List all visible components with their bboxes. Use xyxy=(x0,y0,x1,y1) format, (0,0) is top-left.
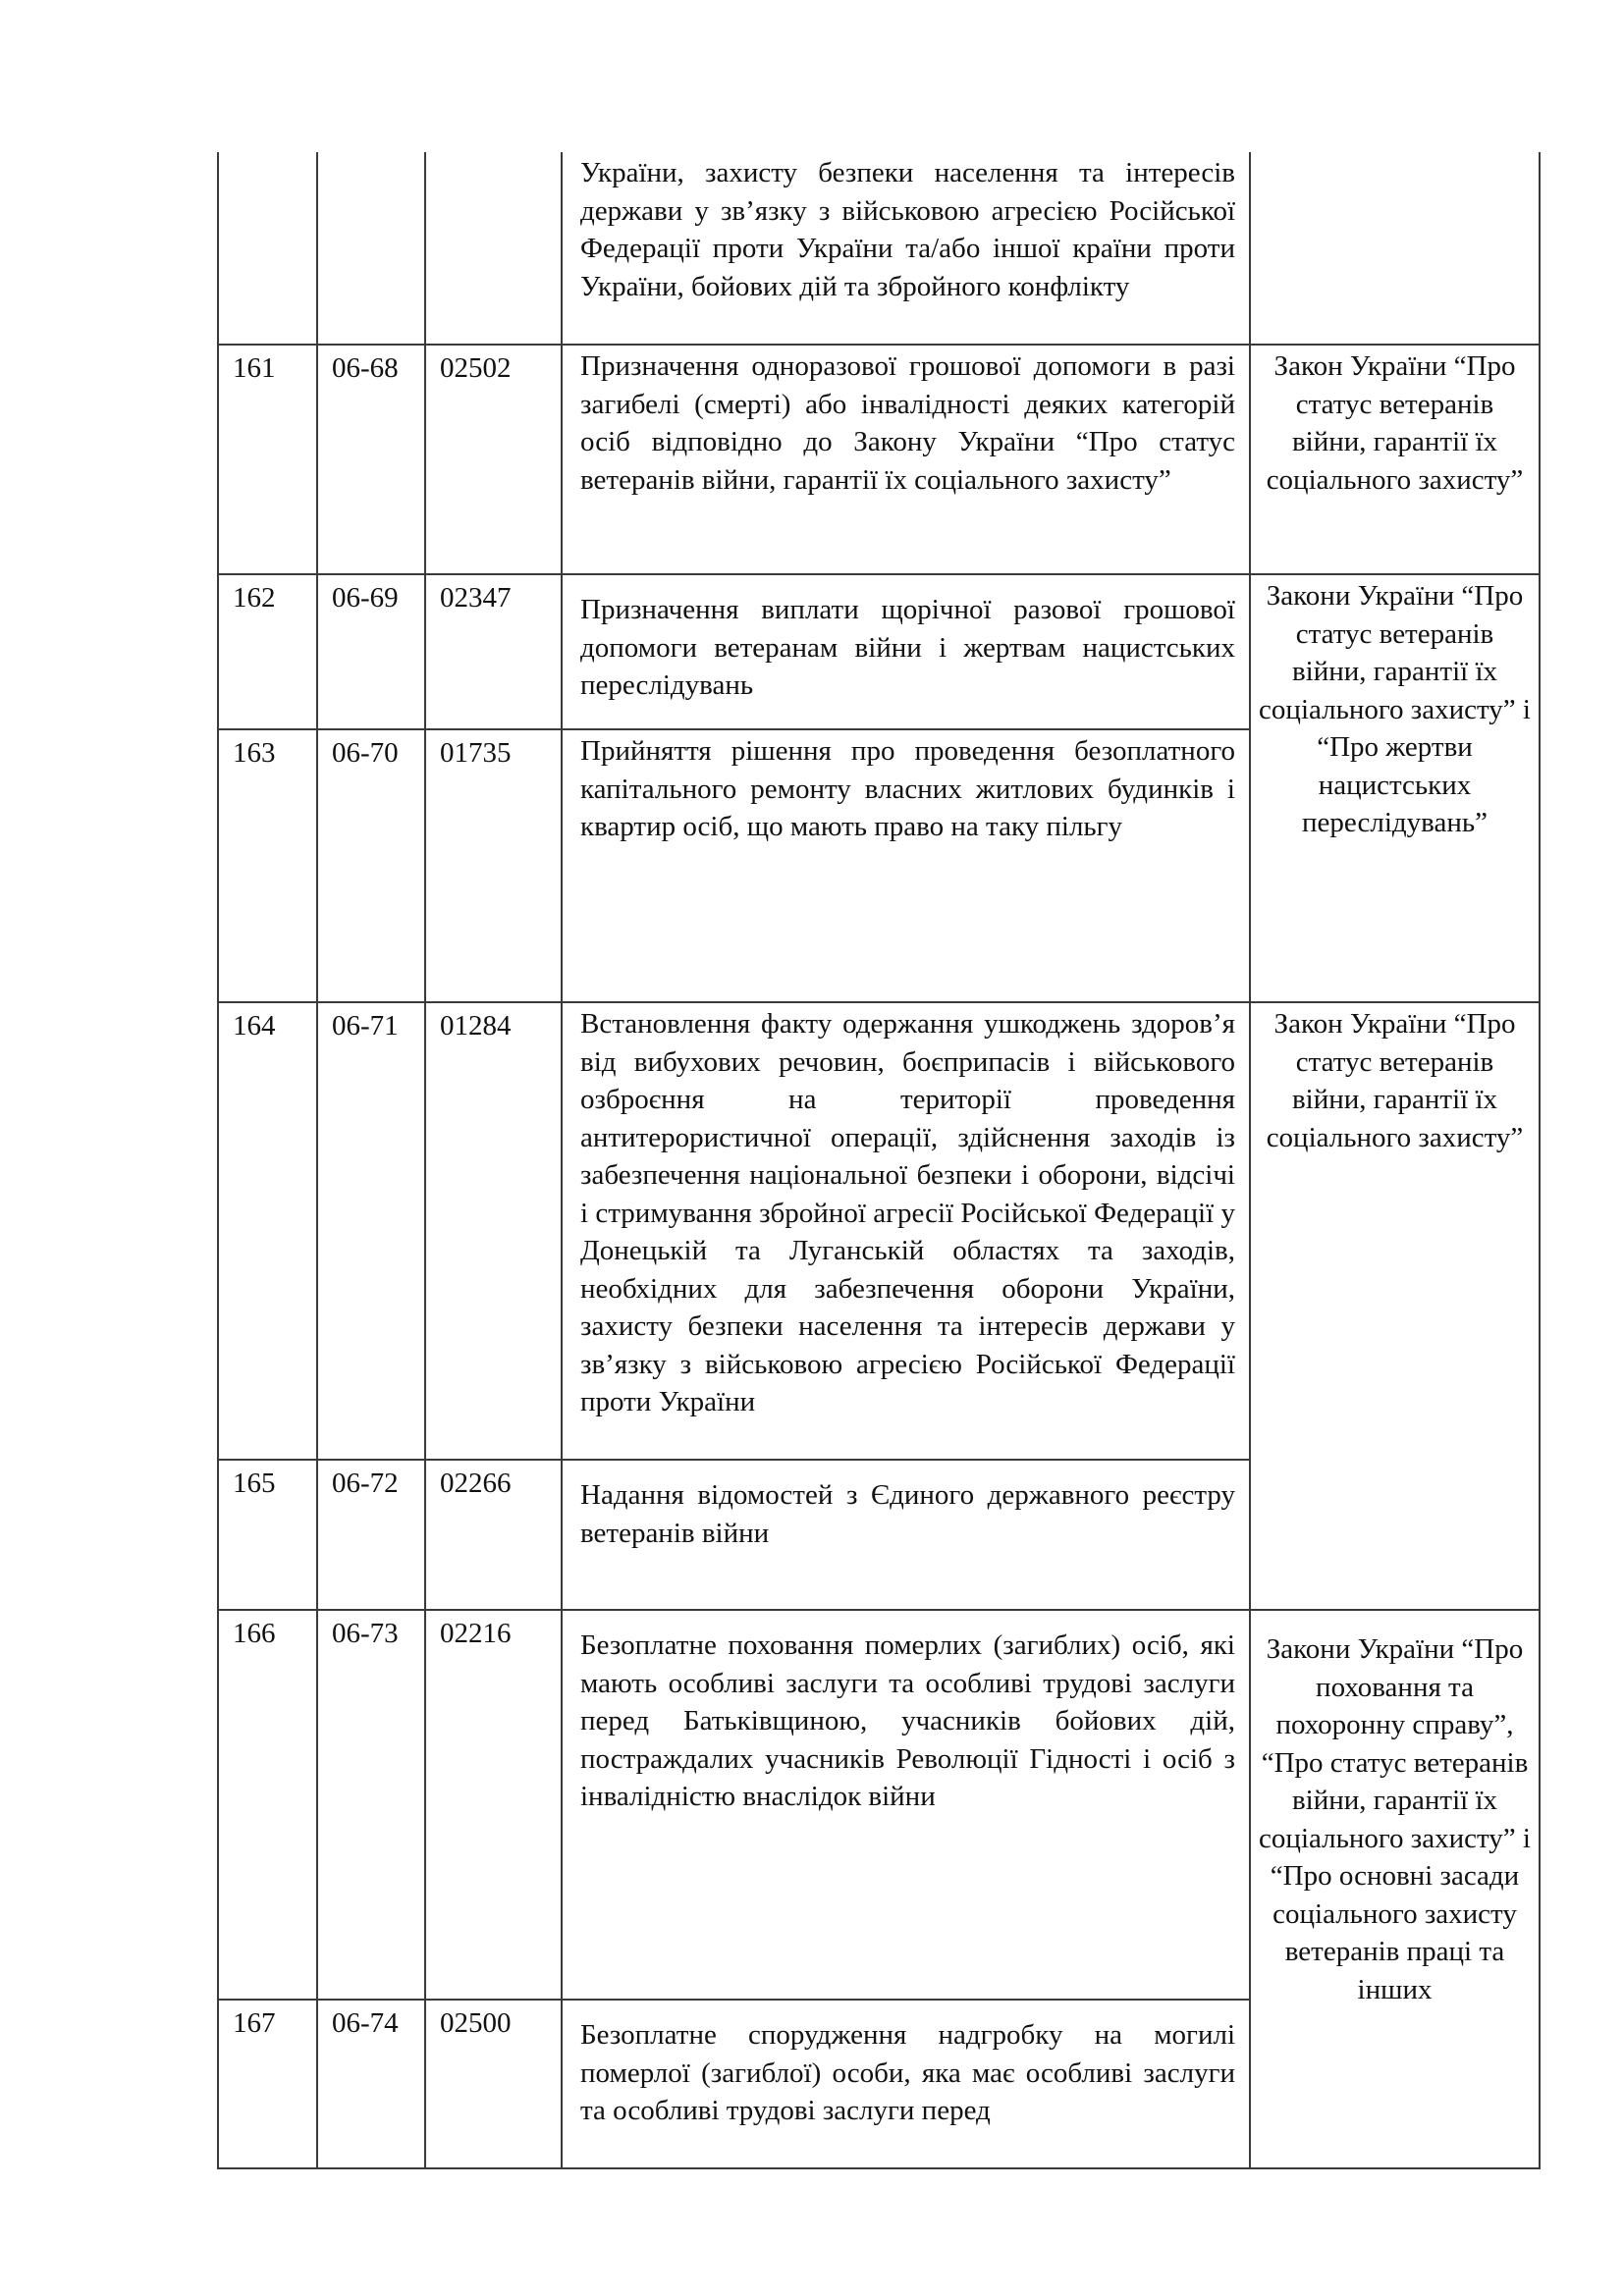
number-cell xyxy=(218,1460,317,1610)
service-id: 01735 xyxy=(440,737,512,769)
code-cell xyxy=(425,2000,562,2168)
service-description: Призначення виплати щорічної разової грошової допомоги ветеранам війни і жертвам нацистських переслідувань xyxy=(580,594,1235,701)
row-number: 163 xyxy=(233,737,276,769)
row-number: 164 xyxy=(233,1010,276,1041)
service-description: Безоплатне поховання померлих (загиблих) осіб, які мають особливі заслуги та особливі трудові заслуги перед Батьківщиною, учасників бойових дій, постраждалих учасників Революції Гідності і осіб з інвалідністю внаслідок війни xyxy=(580,1629,1235,1812)
service-code: 06-68 xyxy=(332,352,399,384)
law-cell xyxy=(1250,1610,1540,2168)
table-row xyxy=(218,1610,1540,2000)
code-cell xyxy=(425,1002,562,1460)
law-cell xyxy=(1250,1002,1540,1610)
code-cell xyxy=(317,2000,425,2168)
service-code: 06-72 xyxy=(332,1468,399,1499)
service-code: 06-73 xyxy=(332,1618,399,1649)
table-row xyxy=(218,345,1540,574)
description-cell xyxy=(562,574,1250,729)
code-cell xyxy=(317,345,425,574)
service-id: 02502 xyxy=(440,352,512,384)
row-number: 166 xyxy=(233,1618,276,1649)
service-id: 01284 xyxy=(440,1010,512,1041)
description-cell xyxy=(562,345,1250,574)
code-cell xyxy=(317,729,425,1002)
code-cell xyxy=(425,1460,562,1610)
service-code: 06-74 xyxy=(332,2007,399,2039)
number-cell xyxy=(218,1610,317,2000)
number-cell xyxy=(218,2000,317,2168)
service-description: Прийняття рішення про проведення безоплатного капітального ремонту власних житлових будинків і квартир осіб, що мають право на таку пільгу xyxy=(580,735,1235,842)
number-cell xyxy=(218,574,317,729)
code-cell xyxy=(317,1610,425,2000)
service-id: 02500 xyxy=(440,2007,512,2039)
row-number: 161 xyxy=(233,352,276,384)
law-cell xyxy=(1250,345,1540,574)
law-cell xyxy=(1250,152,1540,345)
number-cell xyxy=(218,152,317,345)
service-description: Встановлення факту одержання ушкоджень здоров’я від вибухових речовин, боєприпасів і військового озброєння на території проведення антитерористичної операції, здійснення заходів із забезпечення національної безпеки і оборони, відсічі і стримування збройної агресії Російської Федерації у Донецькій та Луганській областях та заходів, необхідних для забезпечення оборони України, захисту безпеки населення та інтересів держави у зв’язку з військовою агресією Російської Федерації проти України xyxy=(580,1008,1235,1417)
legal-basis: Закон України “Про статус ветеранів війни, гарантії їх соціального захисту” xyxy=(1266,1008,1524,1153)
number-cell xyxy=(218,1002,317,1460)
code-cell xyxy=(317,152,425,345)
service-description: Безоплатне спорудження надгробку на могилі померлої (загиблої) особи, яка має особливі заслуги та особливі трудові заслуги перед xyxy=(580,2019,1235,2126)
service-code: 06-70 xyxy=(332,737,399,769)
description-cell xyxy=(562,729,1250,1002)
code-cell xyxy=(425,345,562,574)
code-cell xyxy=(317,1460,425,1610)
description-cell xyxy=(562,1610,1250,2000)
code-cell xyxy=(425,574,562,729)
table-row xyxy=(218,1002,1540,1460)
service-description: Надання відомостей з Єдиного державного реєстру ветеранів війни xyxy=(580,1479,1235,1549)
legal-basis: Закони України “Про поховання та похоронну справу”, “Про статус ветеранів війни, гарантії їх соціального захисту” і “Про основні засади соціального захисту ветеранів праці та інших xyxy=(1259,1633,1531,2005)
code-cell xyxy=(425,152,562,345)
table-row-continuation xyxy=(218,152,1540,345)
code-cell xyxy=(317,574,425,729)
description-cell xyxy=(562,1002,1250,1460)
legal-basis: Закони України “Про статус ветеранів війни, гарантії їх соціального захисту” і “Про жертви нацистських переслідувань” xyxy=(1259,580,1531,838)
service-code: 06-69 xyxy=(332,582,399,614)
service-id: 02216 xyxy=(440,1618,512,1649)
service-description: Призначення одноразової грошової допомоги в разі загибелі (смерті) або інвалідності деяких категорій осіб відповідно до Закону України “Про статус ветеранів війни, гарантії їх соціального захисту” xyxy=(580,350,1235,496)
code-cell xyxy=(425,1610,562,2000)
services-table xyxy=(217,152,1541,2169)
law-cell xyxy=(1250,574,1540,1002)
table-row xyxy=(218,574,1540,729)
row-number: 162 xyxy=(233,582,276,614)
service-description: України, захисту безпеки населення та інтересів держави у зв’язку з військовою агресією Російської Федерації проти України та/або іншої країни проти України, бойових дій та збройного конфлікту xyxy=(580,157,1235,302)
legal-basis: Закон України “Про статус ветеранів війни, гарантії їх соціального захисту” xyxy=(1266,350,1524,496)
service-id: 02347 xyxy=(440,582,512,614)
description-cell xyxy=(562,2000,1250,2168)
description-cell xyxy=(562,1460,1250,1610)
code-cell xyxy=(317,1002,425,1460)
number-cell xyxy=(218,729,317,1002)
row-number: 167 xyxy=(233,2007,276,2039)
code-cell xyxy=(425,729,562,1002)
service-code: 06-71 xyxy=(332,1010,399,1041)
row-number: 165 xyxy=(233,1468,276,1499)
service-id: 02266 xyxy=(440,1468,512,1499)
description-cell xyxy=(562,152,1250,345)
number-cell xyxy=(218,345,317,574)
